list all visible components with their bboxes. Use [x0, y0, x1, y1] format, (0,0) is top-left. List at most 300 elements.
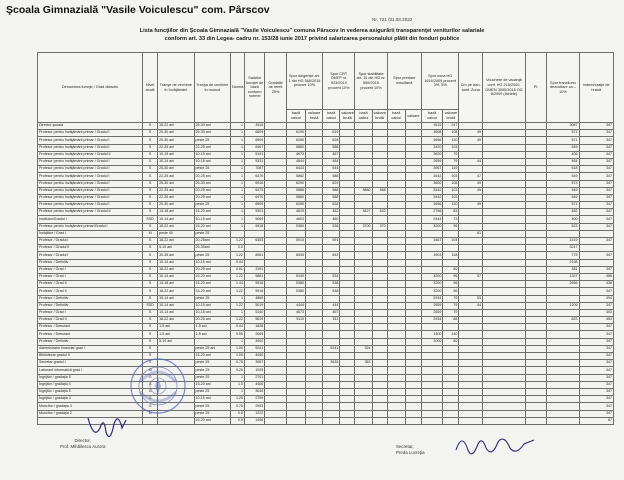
zona-calc-cell: 3200	[421, 273, 442, 280]
gradatie-cell	[265, 259, 286, 266]
nivel-cell: S	[143, 259, 158, 266]
cfp-calc-cell: 511	[323, 317, 340, 324]
predare-calc-cell	[387, 123, 405, 130]
tranzit-cell: 1209	[547, 302, 579, 309]
zona-calc-cell	[421, 396, 442, 403]
cfp-calc-cell	[323, 295, 340, 302]
tranzit-cell	[547, 374, 579, 381]
col-indemnizatie: Indemnizaţie de hrană	[579, 53, 613, 123]
indemnizatie-cell: 347	[579, 166, 613, 173]
tranzit-cell: 571	[547, 130, 579, 137]
transa-munca-cell: peste 25	[194, 367, 230, 374]
voucher-cell	[483, 331, 526, 338]
table-row	[38, 187, 614, 194]
cfp-calc-cell: 538	[323, 281, 340, 288]
transa-munca-cell: 20-25 ani	[194, 317, 230, 324]
salariu-cell: 6916	[244, 180, 264, 187]
nivel-cell: S	[143, 194, 158, 201]
salariu-cell: 2065	[244, 331, 264, 338]
cfp-calc-cell	[323, 396, 340, 403]
nivel-cell: S	[143, 273, 158, 280]
salariu-cell: 5918	[244, 288, 264, 295]
functie-cell: Profesor / Gradul I	[38, 252, 143, 259]
zona-val-cell	[443, 353, 459, 360]
nivel-cell: S	[143, 187, 158, 194]
dirig-calc-cell	[286, 381, 305, 388]
salariu-cell: 4050	[244, 353, 264, 360]
salariu-cell: 5140	[244, 309, 264, 316]
dirig-calc-cell: 6280	[286, 137, 305, 144]
salary-table-wrap	[37, 52, 614, 437]
pl-cell	[525, 151, 546, 158]
cfp-calc-cell	[323, 245, 340, 252]
indemnizatie-cell: 347	[579, 252, 613, 259]
cfp-val-cell	[340, 324, 355, 331]
zona-val-cell: 79	[443, 295, 459, 302]
zona-val-cell: 96	[443, 223, 459, 230]
cfp-val-cell	[340, 187, 355, 194]
tranzit-cell: 549	[547, 187, 579, 194]
pl-cell	[525, 209, 546, 216]
table-row	[38, 317, 614, 324]
predare-calc-cell	[387, 388, 405, 395]
predare-calc-cell	[387, 295, 405, 302]
dirig-calc-cell	[286, 123, 305, 130]
zona-val-cell: 103	[443, 187, 459, 194]
cfp-val-cell	[340, 238, 355, 245]
predare-val-cell	[405, 338, 421, 345]
dirig-val-cell	[306, 158, 323, 165]
stab-val-cell	[372, 252, 387, 259]
predare-val-cell	[405, 223, 421, 230]
cm-cell	[459, 324, 483, 331]
zona-calc-cell: 3467	[421, 238, 442, 245]
secretar-block	[396, 444, 425, 456]
dirig-calc-cell	[286, 374, 305, 381]
salariu-cell: 6470	[244, 194, 264, 201]
col-spor-zona: Spor zona HG 1616/2009 procent 3%, 5%	[421, 53, 459, 110]
gradatie-cell	[265, 360, 286, 367]
secretar-signature	[452, 430, 538, 462]
zona-calc-cell: 2659	[421, 309, 442, 316]
table-row	[38, 123, 614, 130]
stab-calc-cell	[355, 230, 372, 237]
pl-cell	[525, 173, 546, 180]
predare-calc-cell	[387, 353, 405, 360]
dirig-calc-cell	[286, 417, 305, 424]
indemnizatie-cell: 347	[579, 353, 613, 360]
predare-calc-cell	[387, 288, 405, 295]
cfp-calc-cell	[323, 388, 340, 395]
norma-cell: 1	[231, 123, 245, 130]
cfp-calc-cell	[323, 338, 340, 345]
director-label: Director,	[74, 438, 91, 443]
functie-cell: Profesor pentru învăţământ primar / Gradul I	[38, 180, 143, 187]
dirig-val-cell	[306, 367, 323, 374]
dirig-calc-cell: 5110	[286, 317, 305, 324]
tranzit-cell	[547, 367, 579, 374]
stab-val-cell	[372, 151, 387, 158]
zona-calc-cell	[421, 345, 442, 352]
dirig-val-cell	[306, 338, 323, 345]
functie-cell: Profesor / Grad II	[38, 281, 143, 288]
salariu-cell: 1222	[244, 410, 264, 417]
norma-cell: 0.5	[231, 417, 245, 424]
predare-calc-cell	[387, 360, 405, 367]
cm-cell	[459, 223, 483, 230]
norma-cell: 1	[231, 166, 245, 173]
salariu-cell: 1828	[244, 324, 264, 331]
salariu-cell: 6809	[244, 130, 264, 137]
dirig-val-cell	[306, 245, 323, 252]
document-title	[20, 27, 604, 43]
cm-cell	[459, 396, 483, 403]
cfp-calc-cell: 444	[323, 302, 340, 309]
transa-inv-cell: 18-22 ani	[158, 288, 194, 295]
predare-calc-cell	[387, 173, 405, 180]
gradatie-cell	[265, 345, 286, 352]
voucher-cell	[483, 202, 526, 209]
predare-calc-cell	[387, 345, 405, 352]
voucher-cell	[483, 216, 526, 223]
dirig-val-cell	[306, 223, 323, 230]
cfp-val-cell	[340, 396, 355, 403]
nivel-cell: S	[143, 166, 158, 173]
voucher-cell	[483, 252, 526, 259]
gradatie-cell	[265, 252, 286, 259]
predare-calc-cell	[387, 259, 405, 266]
stab-val-cell	[372, 317, 387, 324]
dirig-val-cell	[306, 144, 323, 151]
cfp-val-cell	[340, 230, 355, 237]
sub-calc-zona: bază calcul	[421, 110, 442, 123]
transa-munca-cell: 1-5 ani	[194, 331, 230, 338]
transa-munca-cell: 15-20 ani	[194, 417, 230, 424]
functie-cell: Profesor / Definitiv	[38, 259, 143, 266]
director-name: Prof. Mihăilescu Aurora	[60, 444, 106, 449]
cfp-calc-cell	[323, 259, 340, 266]
stab-calc-cell	[355, 252, 372, 259]
dirig-val-cell	[306, 288, 323, 295]
cm-cell: 49	[459, 180, 483, 187]
salariu-cell	[244, 230, 264, 237]
cm-cell	[459, 194, 483, 201]
functie-cell: Profesor / Definitiv	[38, 302, 143, 309]
zona-calc-cell: 2659	[421, 158, 442, 165]
functie-cell: Profesor / Grad I	[38, 273, 143, 280]
cm-cell	[459, 144, 483, 151]
cfp-calc-cell: 538	[323, 223, 340, 230]
gradatie-cell	[265, 137, 286, 144]
zona-val-cell	[443, 345, 459, 352]
table-row	[38, 288, 614, 295]
functie-cell: Profesor / Grad I	[38, 309, 143, 316]
gradatie-cell	[265, 245, 286, 252]
voucher-cell	[483, 403, 526, 410]
transa-munca-cell: 10-15 ani	[194, 309, 230, 316]
predare-val-cell	[405, 202, 421, 209]
cfp-calc-cell	[323, 374, 340, 381]
col-norma: Norma	[231, 53, 245, 123]
stab-calc-cell	[355, 331, 372, 338]
gradatie-cell	[265, 367, 286, 374]
table-row	[38, 396, 614, 403]
tranzit-cell: 571	[547, 137, 579, 144]
gradatie-cell	[265, 144, 286, 151]
table-body	[38, 123, 614, 425]
salariu-cell: 8115	[244, 123, 264, 130]
col-cm: Cm pe tran-sant. Zona	[459, 53, 483, 123]
pl-cell	[525, 245, 546, 252]
col-spor-stab: Spor stabilitate art. 10 din HG nr. 569/2015 procent 10%	[355, 53, 387, 110]
cfp-calc-cell	[323, 417, 340, 424]
sub-val-predare: valoare	[405, 110, 421, 123]
voucher-cell	[483, 123, 526, 130]
transa-inv-cell: 14-18 ani	[158, 281, 194, 288]
zona-val-cell: 73	[443, 216, 459, 223]
predare-calc-cell	[387, 403, 405, 410]
dirig-calc-cell: 4673	[286, 309, 305, 316]
zona-val-cell: 103	[443, 173, 459, 180]
transa-munca-cell: 15-20 ani	[194, 381, 230, 388]
pl-cell	[525, 180, 546, 187]
transa-inv-cell: 10-15 ani	[158, 151, 194, 158]
salariu-cell: 5069	[244, 216, 264, 223]
dirig-val-cell	[306, 295, 323, 302]
nivel-cell: G	[143, 388, 158, 395]
indemnizatie-cell: 347	[579, 374, 613, 381]
nivel-cell: S	[143, 151, 158, 158]
table-row	[38, 345, 614, 352]
pl-cell	[525, 396, 546, 403]
predare-val-cell	[405, 345, 421, 352]
cfp-calc-cell	[323, 331, 340, 338]
dirig-calc-cell	[286, 410, 305, 417]
functie-cell: Secretar gradul I	[38, 360, 143, 367]
stab-val-cell	[372, 331, 387, 338]
stab-calc-cell	[355, 374, 372, 381]
stab-calc-cell	[355, 295, 372, 302]
predare-calc-cell	[387, 281, 405, 288]
transa-inv-cell: 10-14 ani	[158, 309, 194, 316]
dirig-val-cell	[306, 353, 323, 360]
voucher-cell	[483, 381, 526, 388]
transa-inv-cell: 5-10 ani	[158, 338, 194, 345]
zona-calc-cell: 2444	[421, 216, 442, 223]
pl-cell	[525, 158, 546, 165]
stab-calc-cell: 524	[355, 345, 372, 352]
dirig-calc-cell	[286, 266, 305, 273]
functie-cell: Îngrijitor / gradaţia 4	[38, 381, 143, 388]
transa-inv-cell: 14-18 ani	[158, 209, 194, 216]
tranzit-cell: 1419	[547, 238, 579, 245]
table-row	[38, 374, 614, 381]
cfp-val-cell	[340, 166, 355, 173]
cm-cell	[459, 388, 483, 395]
voucher-cell	[483, 273, 526, 280]
pl-cell	[525, 302, 546, 309]
nivel-cell: S	[143, 158, 158, 165]
gradatie-cell	[265, 317, 286, 324]
nivel-cell: S	[143, 309, 158, 316]
zona-calc-cell: 2620	[421, 151, 442, 158]
col-spor-tranzit: Spor tranzitoriu dezvoltare ca – 10%	[547, 53, 579, 123]
zona-calc-cell: 3442	[421, 173, 442, 180]
transa-munca-cell: peste 25	[194, 388, 230, 395]
cfp-val-cell	[340, 202, 355, 209]
predare-val-cell	[405, 410, 421, 417]
predare-calc-cell	[387, 266, 405, 273]
cfp-val-cell	[340, 144, 355, 151]
gradatie-cell	[265, 324, 286, 331]
zona-val-cell	[443, 324, 459, 331]
stab-calc-cell	[355, 381, 372, 388]
indemnizatie-cell: 347	[579, 266, 613, 273]
nivel-cell: S	[143, 360, 158, 367]
cfp-val-cell	[340, 360, 355, 367]
indemnizatie-cell	[579, 230, 613, 237]
transa-inv-cell: 1-5 ani	[158, 324, 194, 331]
nivel-cell: G	[143, 396, 158, 403]
stab-val-cell	[372, 345, 387, 352]
predare-val-cell	[405, 317, 421, 324]
zona-calc-cell: 3608	[421, 130, 442, 137]
dirig-calc-cell	[286, 259, 305, 266]
stab-val-cell	[372, 266, 387, 273]
cfp-calc-cell: 534	[323, 273, 340, 280]
predare-calc-cell	[387, 338, 405, 345]
stab-calc-cell	[355, 288, 372, 295]
nivel-cell: S	[143, 245, 158, 252]
zona-calc-cell	[421, 266, 442, 273]
zona-val-cell	[443, 367, 459, 374]
gradatie-cell	[265, 173, 286, 180]
predare-val-cell	[405, 130, 421, 137]
stab-val-cell	[372, 338, 387, 345]
voucher-cell	[483, 209, 526, 216]
cfp-val-cell	[340, 252, 355, 259]
zona-calc-cell: 3442	[421, 194, 442, 201]
transa-inv-cell: 18-22 ani	[158, 223, 194, 230]
predare-val-cell	[405, 396, 421, 403]
transa-inv-cell: 22-25 ani	[158, 173, 194, 180]
indemnizatie-cell: 347	[579, 130, 613, 137]
salariu-cell: 6909	[244, 202, 264, 209]
gradatie-cell	[265, 281, 286, 288]
predare-val-cell	[405, 209, 421, 216]
dirig-calc-cell: 6443	[286, 166, 305, 173]
indemnizatie-cell: 347	[579, 187, 613, 194]
cfp-val-cell	[340, 151, 355, 158]
salariu-cell: 3057	[244, 360, 264, 367]
voucher-cell	[483, 194, 526, 201]
cfp-val-cell	[340, 130, 355, 137]
pl-cell	[525, 144, 546, 151]
cfp-calc-cell: 628	[323, 202, 340, 209]
cm-cell	[459, 381, 483, 388]
table-row	[38, 173, 614, 180]
dirig-val-cell	[306, 403, 323, 410]
norma-cell: 1	[231, 388, 245, 395]
voucher-cell	[483, 238, 526, 245]
functie-cell: Profesor / Definitiv	[38, 295, 143, 302]
zona-val-cell: 96	[443, 288, 459, 295]
dirig-calc-cell: 4673	[286, 151, 305, 158]
cfp-calc-cell: 588	[323, 194, 340, 201]
dirig-val-cell	[306, 259, 323, 266]
voucher-cell	[483, 388, 526, 395]
transa-munca-cell: 15-20 ani	[194, 223, 230, 230]
cfp-calc-cell: 588	[323, 144, 340, 151]
pl-cell	[525, 345, 546, 352]
pl-cell	[525, 360, 546, 367]
cm-cell	[459, 216, 483, 223]
norma-cell: 1	[231, 144, 245, 151]
dirig-val-cell	[306, 302, 323, 309]
functie-cell: Îngrijitor / gradaţia 5	[38, 374, 143, 381]
zona-val-cell	[443, 360, 459, 367]
predare-calc-cell	[387, 202, 405, 209]
transa-munca-cell: 1-5 ani	[194, 324, 230, 331]
salariu-cell: 5141	[244, 151, 264, 158]
tranzit-cell: 549	[547, 194, 579, 201]
pl-cell	[525, 259, 546, 266]
cm-cell	[459, 288, 483, 295]
col-nivel: Nivel studii	[143, 53, 158, 123]
transa-munca-cell: 20-25 ani	[194, 173, 230, 180]
transa-munca-cell: 25-30 ani	[194, 130, 230, 137]
salariu-cell: 6909	[244, 137, 264, 144]
predare-val-cell	[405, 194, 421, 201]
zona-val-cell: 60	[443, 266, 459, 273]
stab-val-cell	[372, 137, 387, 144]
pl-cell	[525, 266, 546, 273]
cfp-val-cell	[340, 331, 355, 338]
norma-cell: 1.00	[231, 353, 245, 360]
transa-inv-cell: 22-25 ani	[158, 187, 194, 194]
indemnizatie-cell: 347	[579, 158, 613, 165]
salariu-cell: 3040	[244, 388, 264, 395]
zona-calc-cell: 3200	[421, 288, 442, 295]
dirig-calc-cell	[286, 324, 305, 331]
predare-calc-cell	[387, 194, 405, 201]
nivel-cell: S	[143, 137, 158, 144]
transa-munca-cell: 15-20 ani	[194, 353, 230, 360]
indemnizatie-cell: 453	[579, 317, 613, 324]
salariu-cell: 4406	[244, 381, 264, 388]
dirig-val-cell	[306, 324, 323, 331]
stab-calc-cell	[355, 388, 372, 395]
table-row	[38, 259, 614, 266]
norma-cell: 1	[231, 130, 245, 137]
norma-cell: 0.75	[231, 360, 245, 367]
predare-val-cell	[405, 216, 421, 223]
nivel-cell: S	[143, 173, 158, 180]
pl-cell	[525, 374, 546, 381]
transa-munca-cell: 20-25 ani	[194, 194, 230, 201]
predare-val-cell	[405, 180, 421, 187]
tranzit-cell	[547, 324, 579, 331]
predare-val-cell	[405, 266, 421, 273]
indemnizatie-cell: 347	[579, 238, 613, 245]
predare-calc-cell	[387, 309, 405, 316]
norma-cell: 1	[231, 309, 245, 316]
predare-val-cell	[405, 374, 421, 381]
predare-val-cell	[405, 151, 421, 158]
stab-val-cell	[372, 288, 387, 295]
functie-cell: Profesor / Grad I	[38, 266, 143, 273]
functie-cell: Profesor pentru învăţământ primar / Gradul I	[38, 187, 143, 194]
